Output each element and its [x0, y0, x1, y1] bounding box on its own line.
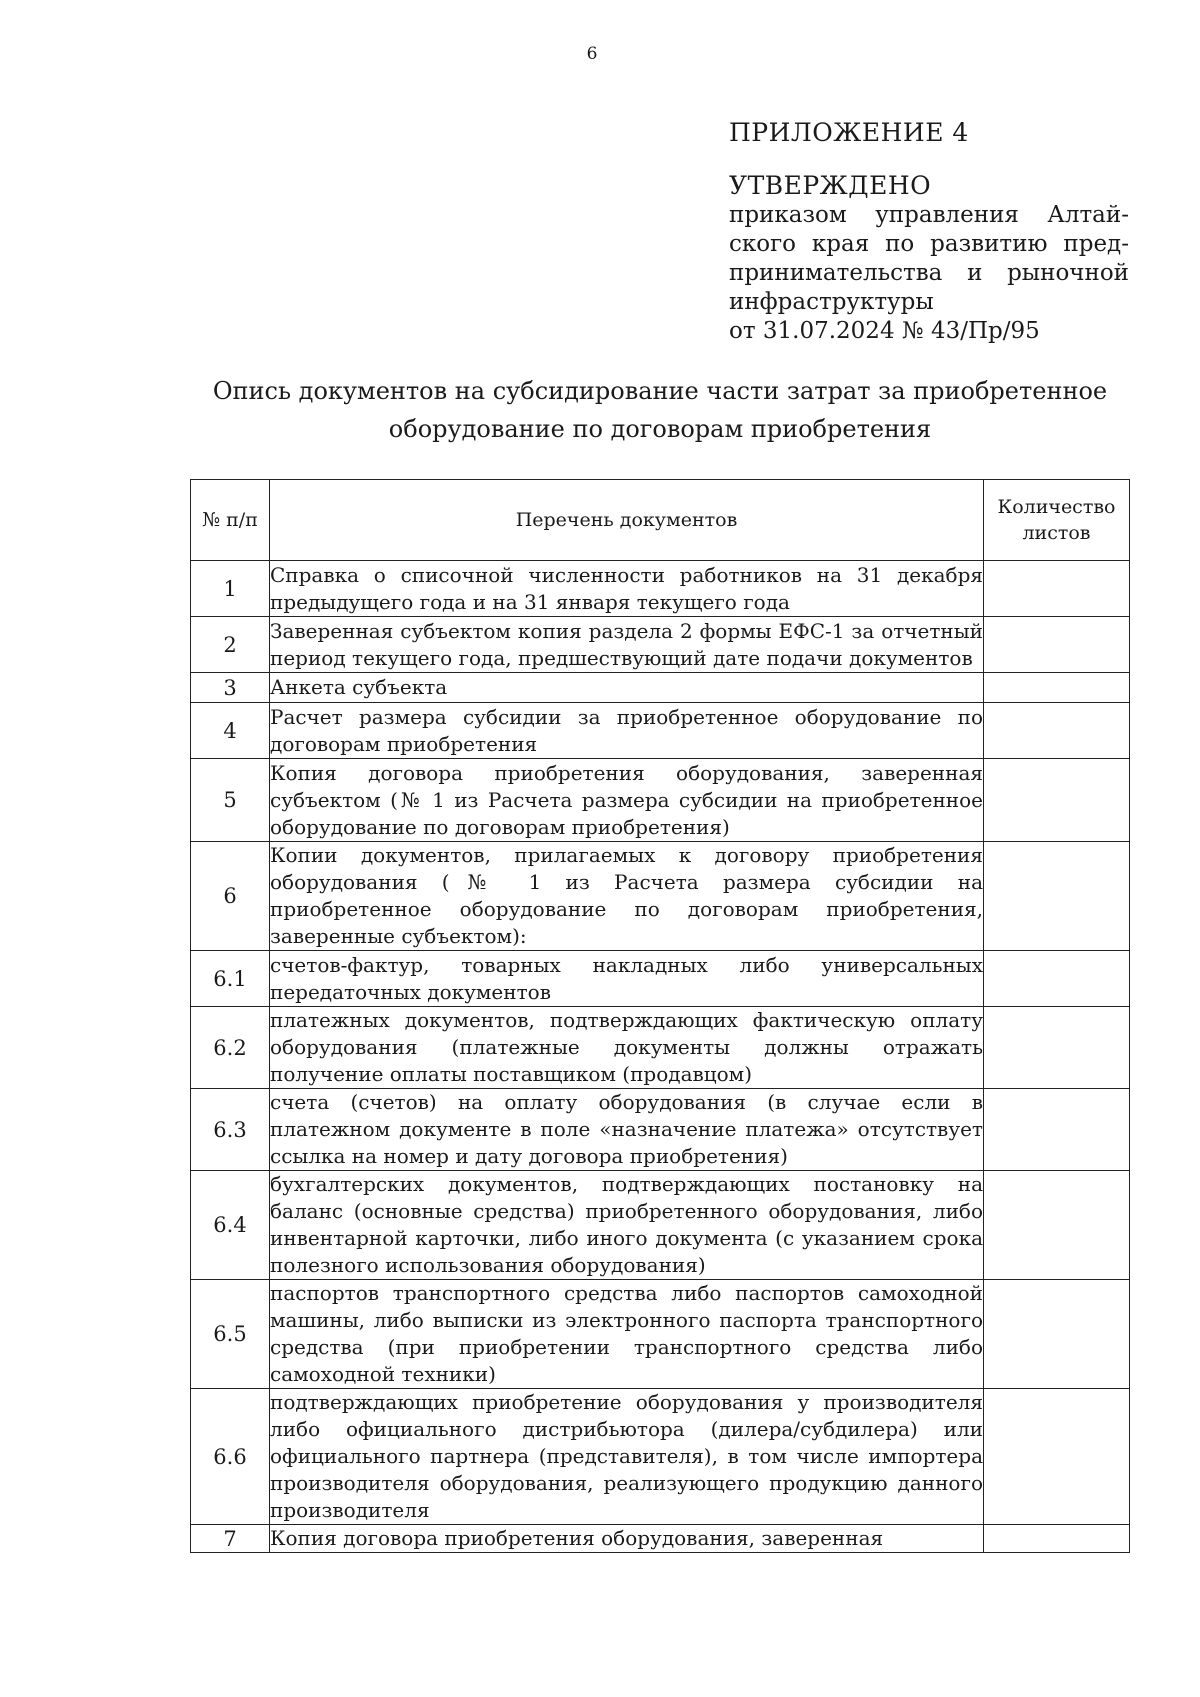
- row-number: 6.6: [191, 1389, 270, 1525]
- row-document-description: Расчет размера субсидии за приобретенное оборудование по договорам приобретения: [270, 703, 984, 759]
- table-row: [191, 759, 1130, 842]
- document-title-line-2: оборудование по договорам приобретения: [388, 415, 932, 443]
- row-number: 5: [191, 759, 270, 842]
- table-row: [191, 703, 1130, 759]
- row-number: 6: [191, 842, 270, 951]
- row-document-description: Копии документов, прилагаемых к договору приобретения оборудования (№ 1 из Расчета размера субсидии на приобретенное оборудование по договорам приобретения, заверенные субъектом):: [270, 842, 984, 951]
- documents-table: [190, 479, 1130, 1553]
- approval-block: [729, 118, 1129, 346]
- row-number: 1: [191, 561, 270, 617]
- table-row: [191, 673, 1130, 703]
- appendix-heading: ПРИЛОЖЕНИЕ 4: [729, 118, 969, 147]
- row-number: 6.1: [191, 951, 270, 1007]
- row-document-description: платежных документов, подтверждающих фактическую оплату оборудования (платежные документы должны отражать получение оплаты поставщиком (продавцом): [270, 1007, 984, 1089]
- table-row: [191, 1007, 1130, 1089]
- row-document-description: подтверждающих приобретение оборудования у производителя либо официального дистрибьютора (дилера/субдилера) или официального партнера (представителя), в том числе импортера производителя оборудования, реализующего продукцию данного производителя: [270, 1389, 984, 1525]
- row-number: 4: [191, 703, 270, 759]
- table-row: [191, 951, 1130, 1007]
- row-document-description: Копия договора приобретения оборудования, заверенная субъектом (№ 1 из Расчета размера субсидии на приобретенное оборудование по договорам приобретения): [270, 759, 984, 842]
- row-document-description: счета (счетов) на оплату оборудования (в случае если в платежном документе в поле «назначение платежа» отсутствует ссылка на номер и дату договора приобретения): [270, 1089, 984, 1171]
- table-row: [191, 561, 1130, 617]
- table-row: [191, 1280, 1130, 1389]
- row-number: 6.3: [191, 1089, 270, 1171]
- row-document-description: Справка о списочной численности работников на 31 декабря предыдущего года и на 31 января текущего года: [270, 561, 984, 617]
- row-sheet-count[interactable]: [984, 1525, 1130, 1553]
- table-row: [191, 617, 1130, 673]
- order-date: от 31.07.2024 № 43/Пр/95: [729, 318, 1040, 344]
- row-document-description: счетов-фактур, товарных накладных либо универсальных передаточных документов: [270, 951, 984, 1007]
- document-title-line-1: Опись документов на субсидирование части затрат за приобретенное: [212, 377, 1108, 405]
- row-sheet-count[interactable]: [984, 951, 1130, 1007]
- row-number: 3: [191, 673, 270, 703]
- approved-heading: УТВЕРЖДЕНО: [729, 171, 932, 200]
- page-number: 6: [586, 44, 598, 64]
- row-number: 6.5: [191, 1280, 270, 1389]
- row-number: 2: [191, 617, 270, 673]
- table-row: [191, 1525, 1130, 1553]
- row-sheet-count[interactable]: [984, 1007, 1130, 1089]
- row-sheet-count[interactable]: [984, 1280, 1130, 1389]
- row-sheet-count[interactable]: [984, 759, 1130, 842]
- order-description: приказом управления Алтайского края по развитию предпринимательства и рыночной инфраструктуры: [729, 202, 1129, 315]
- row-document-description: Копия договора приобретения оборудования, заверенная: [270, 1525, 984, 1553]
- row-document-description: бухгалтерских документов, подтверждающих постановку на баланс (основные средства) приобретенного оборудования, либо инвентарной карточки, либо иного документа (с указанием срока полезного использования оборудования): [270, 1171, 984, 1280]
- column-header-documents: Перечень документов: [270, 480, 984, 561]
- row-sheet-count[interactable]: [984, 1389, 1130, 1525]
- table-header-row: [191, 480, 1130, 561]
- table-row: [191, 842, 1130, 951]
- row-sheet-count[interactable]: [984, 561, 1130, 617]
- row-number: 6.4: [191, 1171, 270, 1280]
- row-sheet-count[interactable]: [984, 703, 1130, 759]
- row-number: 6.2: [191, 1007, 270, 1089]
- row-sheet-count[interactable]: [984, 673, 1130, 703]
- row-sheet-count[interactable]: [984, 1089, 1130, 1171]
- row-number: 7: [191, 1525, 270, 1553]
- row-document-description: паспортов транспортного средства либо паспортов самоходной машины, либо выписки из электронного паспорта транспортного средства (при приобретении транспортного средства либо самоходной техники): [270, 1280, 984, 1389]
- row-document-description: Заверенная субъектом копия раздела 2 формы ЕФС-1 за отчетный период текущего года, предшествующий дате подачи документов: [270, 617, 984, 673]
- row-sheet-count[interactable]: [984, 1171, 1130, 1280]
- row-document-description: Анкета субъекта: [270, 673, 984, 703]
- document-title: [190, 372, 1130, 448]
- column-header-number: № п/п: [191, 480, 270, 561]
- column-header-sheet-count: Количество листов: [984, 480, 1130, 561]
- row-sheet-count[interactable]: [984, 617, 1130, 673]
- row-sheet-count[interactable]: [984, 842, 1130, 951]
- table-row: [191, 1171, 1130, 1280]
- table-row: [191, 1089, 1130, 1171]
- table-row: [191, 1389, 1130, 1525]
